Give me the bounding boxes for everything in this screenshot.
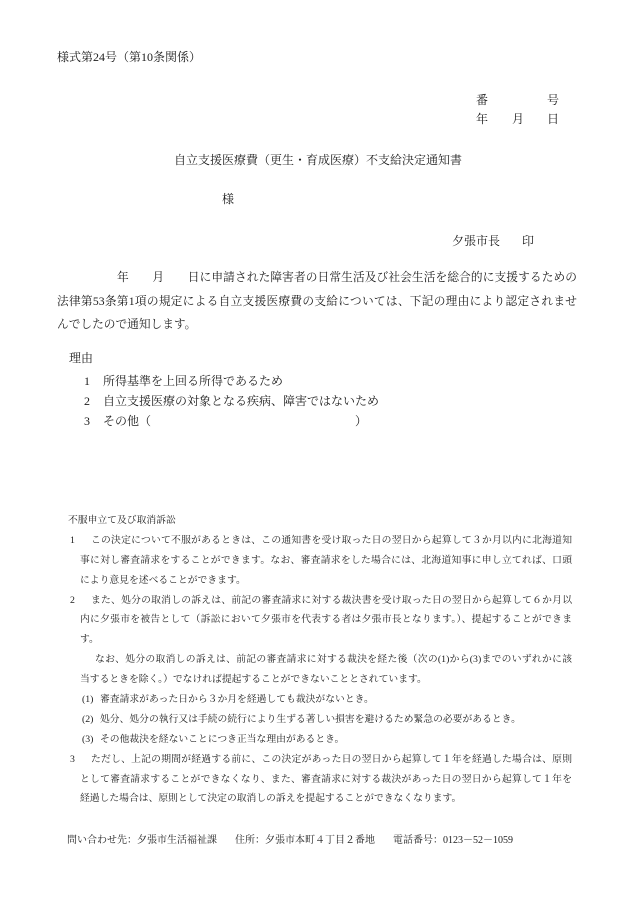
date-year-label: 年	[476, 112, 489, 126]
appeal-item-text: す。	[80, 634, 99, 646]
appeal-sub-item-number: (2)	[82, 713, 94, 725]
date-day-label: 日	[547, 112, 560, 126]
reason-item	[84, 411, 379, 431]
appeal-item-text: ただし、上記の期間が経過する前に、この決定があった日の翌日から起算して１年を経過した場合は、原則	[91, 753, 572, 765]
appeal-item-2-line	[70, 591, 572, 611]
appeal-item-text: により意見を述べることができます。	[80, 574, 246, 586]
appeal-item-text: 事に対し審査請求をすることができます。なお、審査請求をした場合には、北海道知事に申し立てれば、口頭	[80, 554, 572, 566]
appeal-note-text: なお、処分の取消しの訴えは、前記の審査請求に対する裁決を経た後（次の(1)から(3)までのいずれかに該	[95, 654, 572, 666]
appeal-item-number: 1	[70, 534, 75, 546]
ref-number-ban-label: 番	[476, 93, 489, 107]
appeal-sub-item	[82, 710, 572, 730]
appeal-item-text: として審査請求することができなくなり、また、審査請求に対する裁決があった日の翌日から起算して１年を	[80, 773, 572, 785]
footer-phone: 電話番号：0123－52－1059	[393, 835, 513, 846]
appeal-item-3-line	[80, 770, 572, 790]
form-number: 様式第24号（第10条関係）	[57, 50, 202, 64]
appeal-item-1-line	[80, 551, 572, 571]
reason-text: その他（	[103, 414, 152, 428]
appeal-item-number: 3	[70, 753, 75, 765]
reason-list	[84, 371, 379, 431]
appeal-sub-item-text: 審査請求があった日から３か月を経過しても裁決がないとき。	[100, 694, 374, 706]
reason-number: 1	[84, 374, 90, 388]
appeal-item-1-line	[70, 531, 572, 551]
appeal-section	[0, 511, 630, 809]
notice-body	[0, 266, 630, 337]
appeal-item-text: また、処分の取消しの訴えは、前記の審査請求に対する裁決書を受け取った日の翌日から起算して６か月以	[91, 594, 572, 606]
reason-number: 3	[84, 414, 90, 428]
appeal-item-text: この決定について不服があるときは、この通知書を受け取った日の翌日から起算して３か月以内に北海道知	[91, 534, 572, 546]
appeal-item-3-line	[70, 750, 572, 770]
appeal-item-text: 内に夕張市を被告として（訴訟において夕張市を代表する者は夕張市長となります。）、提起することができま	[80, 614, 572, 626]
appeal-heading: 不服申立て及び取消訴訟	[68, 515, 176, 526]
appeal-item-3-line	[80, 789, 572, 809]
footer-contact: 問い合わせ先：夕張市生活福祉課	[67, 835, 217, 846]
appeal-sub-item-number: (1)	[82, 694, 94, 706]
appeal-item-number: 2	[70, 594, 75, 606]
date-month-label: 月	[512, 112, 525, 126]
reason-other-close: ）	[355, 414, 368, 428]
appeal-item-2-note-line	[95, 650, 572, 670]
reason-item	[84, 391, 379, 411]
appeal-sub-item	[82, 730, 572, 750]
appeal-sub-item-text: 処分、処分の執行又は手続の続行により生ずる著しい損害を避けるため緊急の必要があるとき。	[100, 713, 521, 725]
footer-address: 住所：夕張市本町４丁目２番地	[235, 835, 375, 846]
notice-body-line: 年 月 日に申請された障害者の日常生活及び社会生活を総合的に支援するための	[117, 271, 577, 284]
ref-number-go-label: 号	[547, 93, 560, 107]
appeal-item-2-line	[80, 630, 572, 650]
appeal-item-text: 経過した場合は、原則として決定の取消しの訴えを提起することができなくなります。	[80, 793, 462, 805]
appeal-sub-item	[82, 690, 572, 710]
appeal-item-1-line	[80, 571, 572, 591]
reason-number: 2	[84, 394, 90, 408]
issuer-seal: 印	[522, 234, 535, 248]
issuer-name: 夕張市長	[452, 234, 501, 248]
reason-item	[84, 371, 379, 391]
appeal-note-text: 当するときを除く。）でなければ提起することができないこととされています。	[80, 674, 427, 686]
appeal-sub-item-number: (3)	[82, 733, 94, 745]
appeal-sub-item-text: その他裁決を経ないことにつき正当な理由があるとき。	[100, 733, 345, 745]
reason-text: 所得基準を上回る所得であるため	[103, 374, 284, 388]
reasons-heading: 理由	[69, 351, 94, 365]
appeal-item-2-line	[80, 610, 572, 630]
reason-text: 自立支援医療の対象となる疾病、障害ではないため	[103, 394, 380, 408]
notice-body-line: んでしたので通知します。	[57, 318, 197, 331]
notice-body-line: 法律第53条第1項の規定による自立支援医療費の支給については、下記の理由により認定されませ	[57, 294, 577, 308]
addressee-honorific: 様	[222, 192, 235, 206]
document-title: 自立支援医療費（更生・育成医療）不支給決定通知書	[174, 153, 463, 167]
appeal-item-2-note-line	[80, 670, 572, 690]
